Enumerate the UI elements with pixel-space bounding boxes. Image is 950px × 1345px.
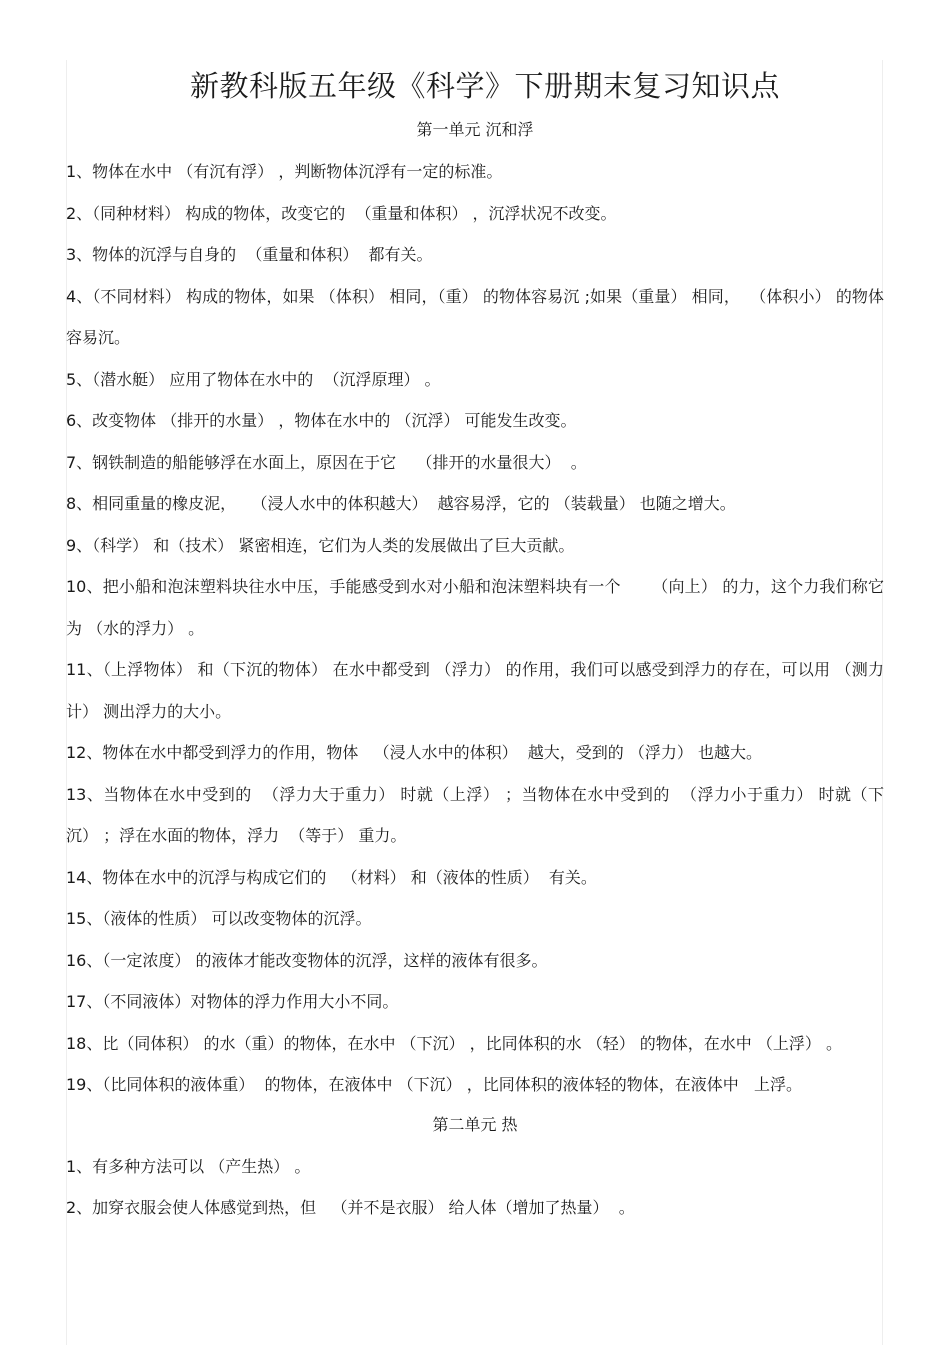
list-item: 9、（科学） 和（技术） 紧密相连，它们为人类的发展做出了巨大贡献。 — [66, 535, 575, 555]
list-item: 18、比（同体积） 的水（重）的物体，在水中 （下沉） ，比同体积的水 （轻） 的物体，在水中 （上浮） 。 — [66, 1033, 842, 1053]
unit-1-list — [66, 151, 884, 1106]
list-item: 13、当物体在水中受到的 （浮力大于重力） 时就（上浮） ；当物体在水中受到的 （浮力小于重力） 时就（下沉） ；浮在水面的物体，浮力 （等于） 重力。 — [66, 784, 884, 845]
list-item: 8、相同重量的橡皮泥， （浸人水中的体积越大） 越容易浮，它的 （装载量） 也随之增大。 — [66, 494, 736, 513]
list-item: 15、（液体的性质） 可以改变物体的沉浮。 — [66, 909, 372, 928]
list-item: 17、（不同液体）对物体的浮力作用大小不同。 — [66, 992, 399, 1011]
list-item: 16、（一定浓度） 的液体才能改变物体的沉浮，这样的液体有很多。 — [66, 950, 548, 970]
list-item: 14、物体在水中的沉浮与构成它们的 （材料） 和（液体的性质） 有关。 — [66, 867, 597, 887]
document-page — [66, 66, 884, 1229]
list-item: 3、物体的沉浮与自身的 （重量和体积） 都有关。 — [66, 245, 433, 264]
unit-2-heading: 第二单元 热 — [432, 1114, 518, 1134]
list-item: 6、改变物体 （排开的水量） ，物体在水中的 （沉浮） 可能发生改变。 — [66, 411, 577, 430]
list-item: 10、把小船和泡沫塑料块往水中压，手能感受到水对小船和泡沫塑料块有一个 （向上） 的力，这个力我们称它为 （水的浮力） 。 — [66, 577, 884, 638]
list-item: 1、有多种方法可以 （产生热） 。 — [66, 1156, 311, 1176]
list-item: 2、（同种材料） 构成的物体，改变它的 （重量和体积） ，沉浮状况不改变。 — [66, 203, 617, 223]
unit-1-heading: 第一单元 沉和浮 — [416, 120, 534, 139]
list-item: 5、（潜水艇） 应用了物体在水中的 （沉浮原理） 。 — [66, 369, 441, 389]
list-item: 2、加穿衣服会使人体感觉到热，但 （并不是衣服） 给人体（增加了热量） 。 — [66, 1198, 635, 1217]
list-item: 11、（上浮物体） 和（下沉的物体） 在水中都受到 （浮力） 的作用，我们可以感受到浮力的存在，可以用 （测力计） 测出浮力的大小。 — [66, 660, 884, 721]
list-item: 19、（比同体积的液体重） 的物体，在液体中 （下沉） ，比同体积的液体轻的物体，在液体中 上浮。 — [66, 1075, 802, 1094]
unit-2-list — [66, 1146, 884, 1229]
list-item: 1、物体在水中 （有沉有浮） ，判断物体沉浮有一定的标准。 — [66, 162, 503, 181]
list-item: 4、（不同材料） 构成的物体，如果 （体积） 相同，（重） 的物体容易沉 ;如果（重量） 相同， （体积小） 的物体容易沉。 — [66, 286, 884, 347]
document-title: 新教科版五年级《科学》下册期末复习知识点 — [189, 69, 780, 103]
list-item: 7、钢铁制造的船能够浮在水面上，原因在于它 （排开的水量很大） 。 — [66, 452, 587, 472]
list-item: 12、物体在水中都受到浮力的作用，物体 （浸人水中的体积） 越大，受到的 （浮力） 也越大。 — [66, 743, 762, 762]
